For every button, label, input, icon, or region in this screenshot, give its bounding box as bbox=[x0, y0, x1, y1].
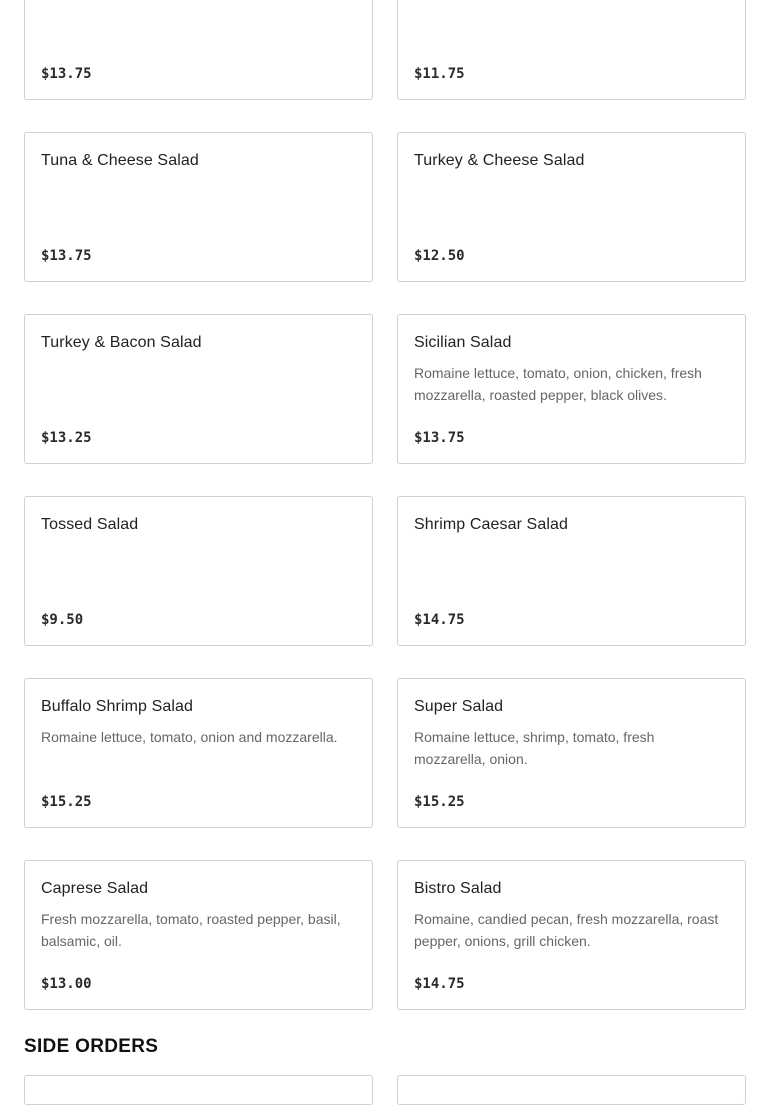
menu-item-price: $9.50 bbox=[41, 612, 84, 628]
menu-item-card[interactable] bbox=[24, 1075, 373, 1105]
menu-item-card[interactable] bbox=[24, 860, 373, 1010]
section-title-side-orders: SIDE ORDERS bbox=[24, 1036, 159, 1057]
menu-item-card[interactable] bbox=[397, 678, 746, 828]
menu-item-name: Buffalo Shrimp Salad bbox=[41, 698, 194, 715]
menu-item-card[interactable] bbox=[397, 0, 746, 100]
menu-item-card[interactable] bbox=[397, 860, 746, 1010]
menu-item-price: $12.50 bbox=[414, 248, 465, 264]
menu-item-price: $13.00 bbox=[41, 976, 92, 992]
menu-item-name: Sicilian Salad bbox=[414, 334, 512, 351]
menu-item-card[interactable] bbox=[24, 678, 373, 828]
menu-item-name: Shrimp Caesar Salad bbox=[414, 516, 568, 533]
menu-item-price: $13.75 bbox=[41, 66, 92, 82]
menu-item-description: Romaine, candied pecan, fresh mozzarella, roast pepper, onions, grill chicken. bbox=[414, 911, 719, 949]
menu-item-card[interactable] bbox=[24, 132, 373, 282]
menu-item-description: Romaine lettuce, shrimp, tomato, fresh mozzarella, onion. bbox=[414, 729, 655, 767]
menu-item-name: Turkey & Cheese Salad bbox=[414, 152, 585, 169]
menu-item-description: Romaine lettuce, tomato, onion and mozzarella. bbox=[41, 729, 338, 745]
menu-item-card[interactable] bbox=[397, 496, 746, 646]
menu-item-name: Tuna & Cheese Salad bbox=[41, 152, 199, 169]
menu-item-price: $14.75 bbox=[414, 976, 465, 992]
menu-item-price: $13.75 bbox=[414, 430, 465, 446]
menu-item-card[interactable] bbox=[397, 1075, 746, 1105]
menu-item-name: Tossed Salad bbox=[41, 516, 139, 533]
salad-menu-grid bbox=[24, 0, 746, 1010]
menu-item-name: Super Salad bbox=[414, 698, 504, 715]
menu-item-card[interactable] bbox=[24, 496, 373, 646]
menu-item-price: $15.25 bbox=[41, 794, 92, 810]
menu-item-card[interactable] bbox=[24, 314, 373, 464]
menu-item-name: Turkey & Bacon Salad bbox=[41, 334, 202, 351]
menu-item-description: Romaine lettuce, tomato, onion, chicken, fresh mozzarella, roasted pepper, black olives. bbox=[414, 365, 702, 403]
menu-item-name: Caprese Salad bbox=[41, 880, 149, 897]
menu-item-name: Bistro Salad bbox=[414, 880, 502, 897]
menu-item-description: Fresh mozzarella, tomato, roasted pepper, basil, balsamic, oil. bbox=[41, 911, 341, 949]
menu-item-card[interactable] bbox=[397, 132, 746, 282]
menu-item-card[interactable] bbox=[24, 0, 373, 100]
menu-item-price: $11.75 bbox=[414, 66, 465, 82]
menu-item-card[interactable] bbox=[397, 314, 746, 464]
menu-item-price: $14.75 bbox=[414, 612, 465, 628]
menu-item-price: $15.25 bbox=[414, 794, 465, 810]
menu-item-price: $13.25 bbox=[41, 430, 92, 446]
menu-item-price: $13.75 bbox=[41, 248, 92, 264]
